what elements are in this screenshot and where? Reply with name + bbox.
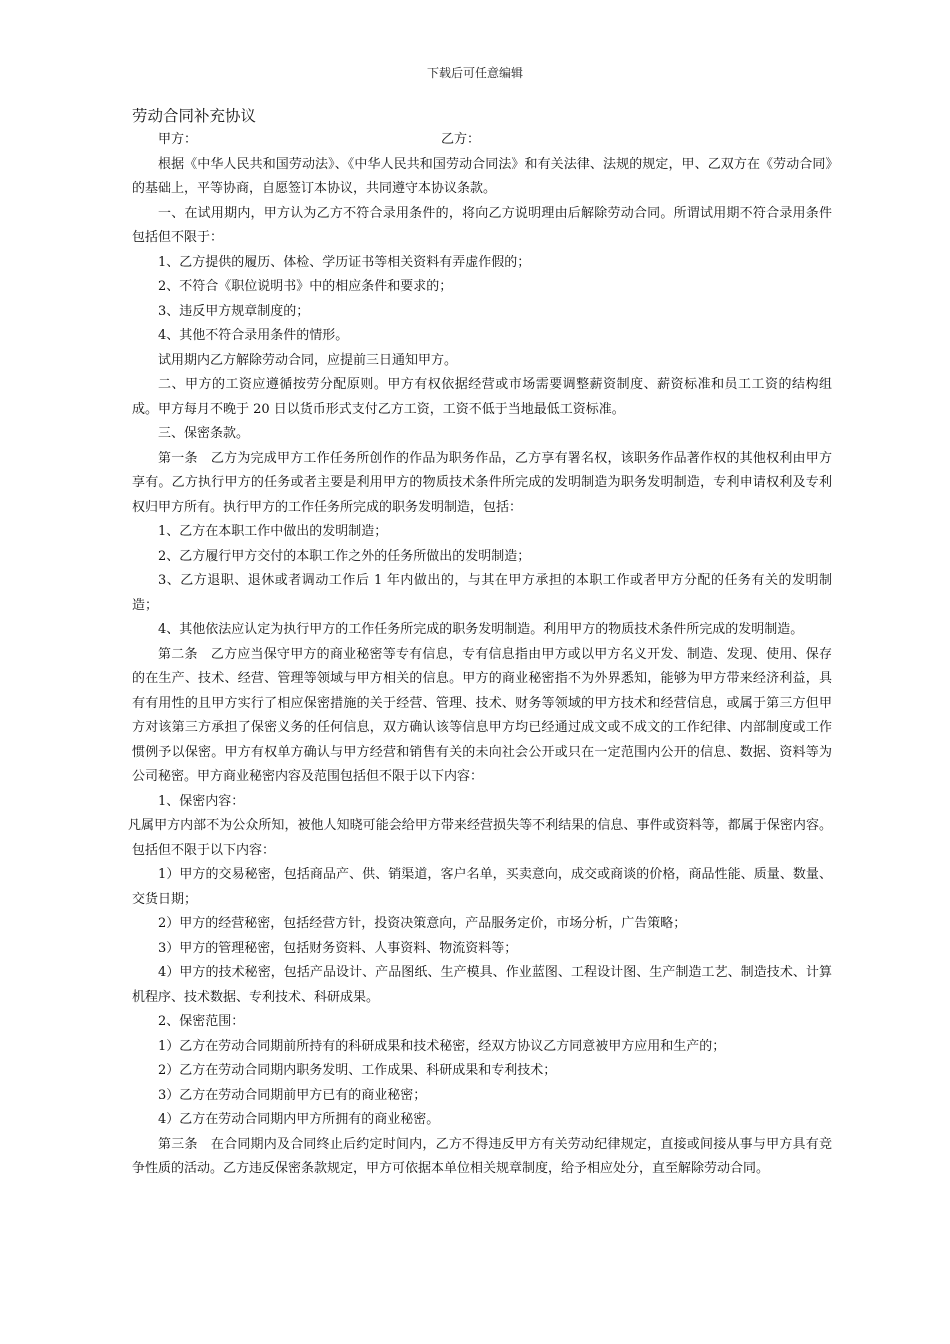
paragraph: 一、在试用期内，甲方认为乙方不符合录用条件的，将向乙方说明理由后解除劳动合同。所谓试用期不符合录用条件包括但不限于： xyxy=(132,205,832,245)
paragraph: 凡属甲方内部不为公众所知，被他人知晓可能会给甲方带来经营损失等不利结果的信息、事件或资料等，都属于保密内容。包括但不限于以下内容： xyxy=(128,818,832,858)
paragraph: 试用期内乙方解除劳动合同，应提前三日通知甲方。 xyxy=(158,352,458,368)
paragraph: 二、甲方的工资应遵循按劳分配原则。甲方有权依据经营或市场需要调整薪资制度、薪资标准和员工工资的结构组成。甲方每月不晚于 20 日以货币形式支付乙方工资，工资不低于当地最低工资标准。 xyxy=(132,377,832,417)
paragraph: 1）乙方在劳动合同期前所持有的科研成果和技术秘密，经双方协议乙方同意被甲方应用和生产的； xyxy=(158,1038,726,1054)
paragraph: 2、不符合《职位说明书》中的相应条件和要求的； xyxy=(158,279,453,294)
paragraph: 第二条 乙方应当保守甲方的商业秘密等专有信息，专有信息指由甲方或以甲方名义开发、制造、发现、使用、保存的在生产、技术、经营、管理等领域与甲方相关的信息。甲方的商业秘密指不为外界悉知，能够为甲方带来经济利益，具有有用性的且甲方实行了相应保密措施的关于经营、管理、技术、财务等领域的甲方技术和经营信息，或属于第三方但甲方对该第三方承担了保密义务的任何信息，双方确认该等信息甲方均已经通过成文或不成文的工作纪律、内部制度或工作惯例予以保密。甲方有权单方确认与甲方经营和销售有关的未向社会公开或只在一定范围内公开的信息、数据、资料等为公司秘密。甲方商业秘密内容及范围包括但不限于以下内容： xyxy=(132,646,832,784)
paragraph: 三、保密条款。 xyxy=(158,426,250,441)
paragraph: 3、违反甲方规章制度的； xyxy=(158,303,310,319)
paragraph: 第三条 在合同期内及合同终止后约定时间内，乙方不得违反甲方有关劳动纪律规定，直接或间接从事与甲方具有竞争性质的活动。乙方违反保密条款规定，甲方可依据本单位相关规章制度，给予相应处分，直至解除劳动合同。 xyxy=(132,1136,832,1176)
paragraph: 4、其他依法应认定为执行甲方的工作任务所完成的职务发明制造。利用甲方的物质技术条件所完成的发明制造。 xyxy=(158,622,804,637)
paragraph: 3）乙方在劳动合同期前甲方已有的商业秘密； xyxy=(158,1087,427,1103)
document-body xyxy=(128,104,832,1182)
parties-line xyxy=(132,128,832,153)
page-header-note: 下载后可任意编辑 xyxy=(426,66,523,80)
paragraph: 2）乙方在劳动合同期内职务发明、工作成果、科研成果和专利技术； xyxy=(158,1063,557,1078)
paragraph: 2、乙方履行甲方交付的本职工作之外的任务所做出的发明制造； xyxy=(158,548,531,564)
paragraph: 1、保密内容： xyxy=(158,793,245,809)
paragraph: 1）甲方的交易秘密，包括商品产、供、销渠道，客户名单，买卖意向，成交或商谈的价格，商品性能、质量、数量、交货日期； xyxy=(132,867,832,907)
party-a-label: 甲方： xyxy=(158,132,198,147)
paragraph: 第一条 乙方为完成甲方工作任务所创作的作品为职务作品，乙方享有署名权，该职务作品著作权的其他权利由甲方享有。乙方执行甲方的任务或者主要是利用甲方的物质技术条件所完成的发明制造为职务发明制造，专利申请权利及专利权归甲方所有。执行甲方的工作任务所完成的职务发明制造，包括： xyxy=(132,450,832,515)
paragraph: 4）乙方在劳动合同期内甲方所拥有的商业秘密。 xyxy=(158,1112,440,1127)
paragraph: 4）甲方的技术秘密，包括产品设计、产品图纸、生产模具、作业蓝图、工程设计图、生产制造工艺、制造技术、计算机程序、技术数据、专利技术、科研成果。 xyxy=(132,965,832,1005)
party-b-label: 乙方： xyxy=(441,132,481,147)
paragraph: 根据《中华人民共和国劳动法》、《中华人民共和国劳动合同法》和有关法律、法规的规定，甲、乙双方在《劳动合同》的基础上，平等协商，自愿签订本协议，共同遵守本协议条款。 xyxy=(132,156,832,196)
paragraph: 2）甲方的经营秘密，包括经营方针，投资决策意向，产品服务定价，市场分析，广告策略； xyxy=(158,916,687,931)
clauses xyxy=(128,153,832,1182)
document-title: 劳动合同补充协议 xyxy=(132,107,257,125)
paragraph: 1、乙方提供的履历、体检、学历证书等相关资料有弄虚作假的； xyxy=(158,254,531,270)
paragraph: 3）甲方的管理秘密，包括财务资料、人事资料、物流资料等； xyxy=(158,940,518,956)
paragraph: 4、其他不符合录用条件的情形。 xyxy=(158,328,349,343)
paragraph: 3、乙方退职、退休或者调动工作后 1 年内做出的，与其在甲方承担的本职工作或者甲方分配的任务有关的发明制造； xyxy=(132,573,832,613)
paragraph: 1、乙方在本职工作中做出的发明制造； xyxy=(158,524,388,539)
paragraph: 2、保密范围： xyxy=(158,1014,245,1029)
